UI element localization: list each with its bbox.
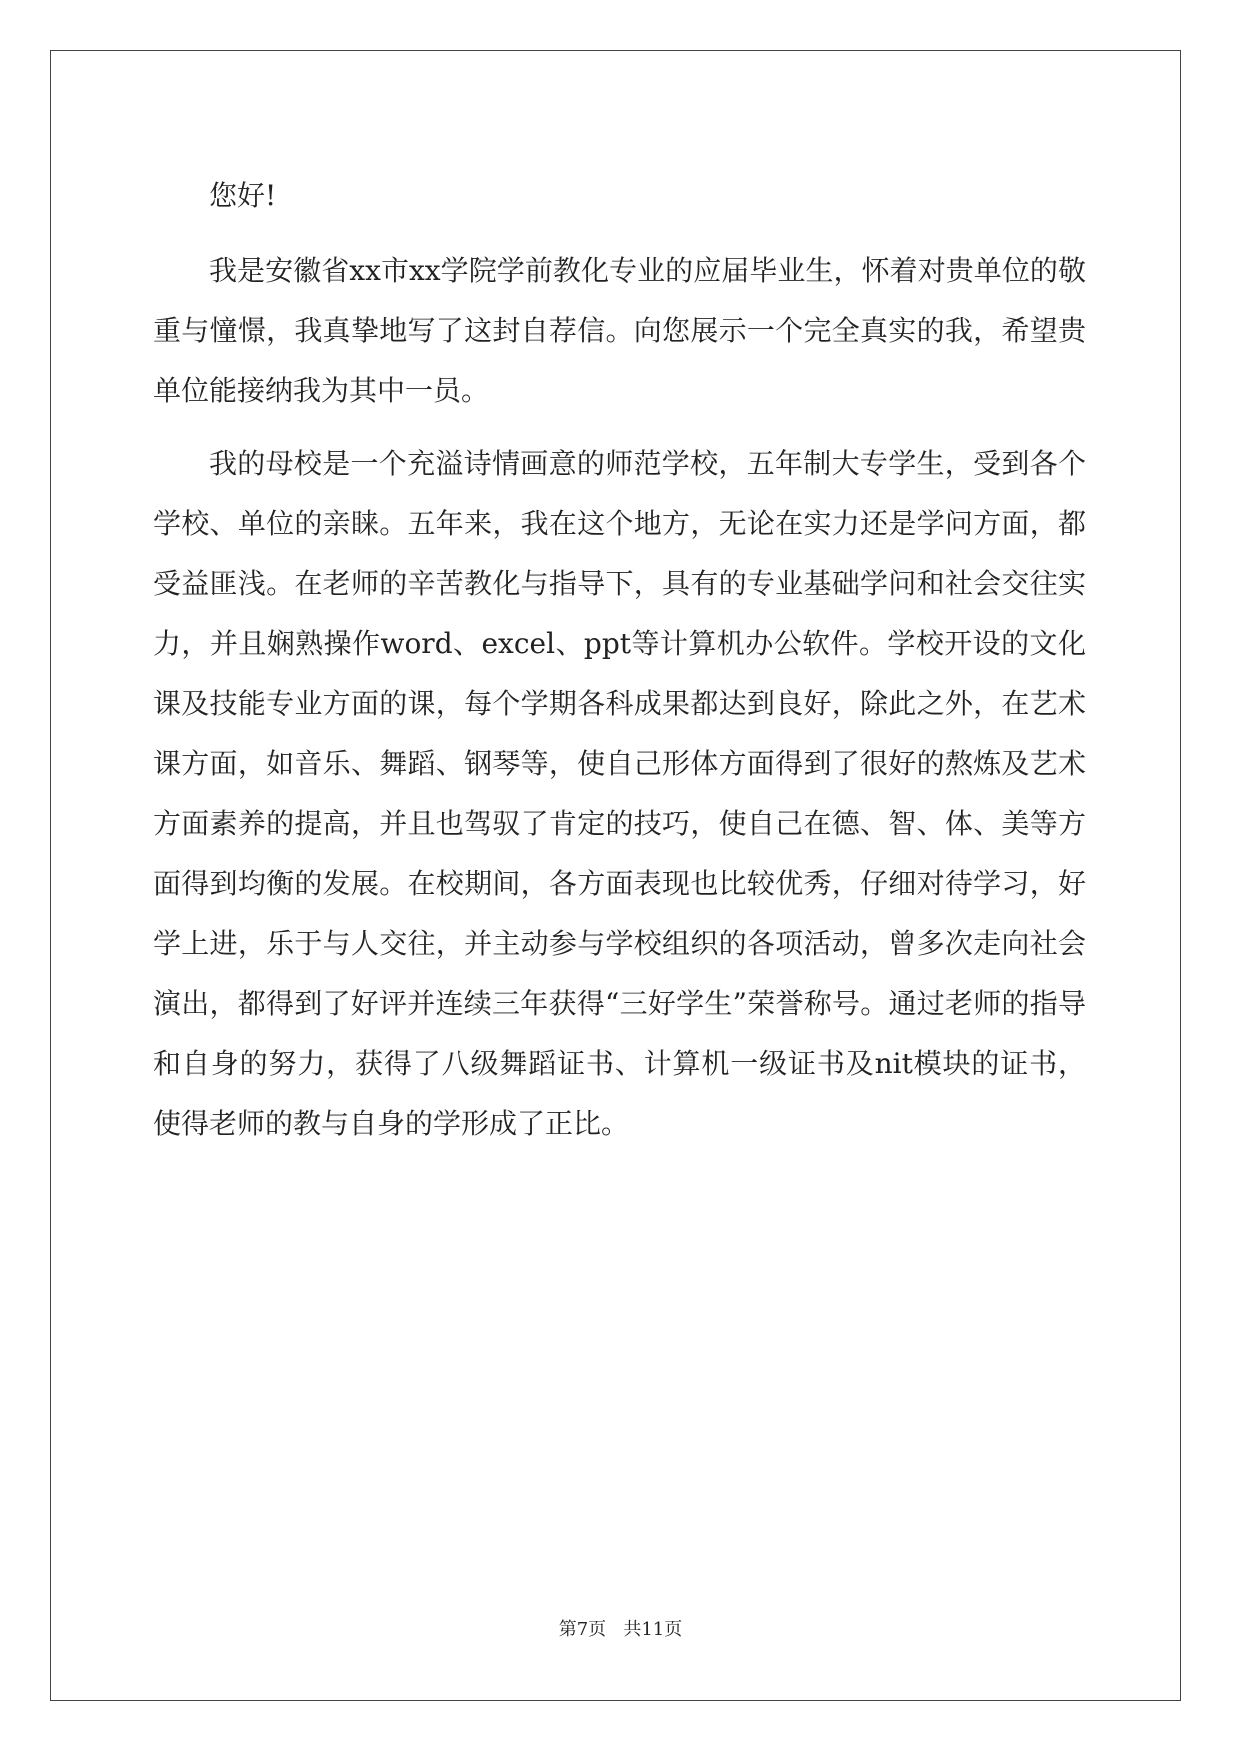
letter-body bbox=[153, 166, 1086, 1154]
salutation: 您好! bbox=[209, 179, 277, 212]
paragraph-school-experience: 我的母校是一个充溢诗情画意的师范学校，五年制大专学生，受到各个学校、单位的亲睐。五年来，我在这个地方，无论在实力还是学问方面，都受益匪浅。在老师的辛苦教化与指导下，具有的专业基础学问和社会交往实力，并且娴熟操作word、excel、ppt等计算机办公软件。学校开设的文化课及技能专业方面的课，每个学期各科成果都达到良好，除此之外，在艺术课方面，如音乐、舞蹈、钢琴等，使自己形体方面得到了很好的熬炼及艺术方面素养的提高，并且也驾驭了肯定的技巧，使自己在德、智、体、美等方面得到均衡的发展。在校期间，各方面表现也比较优秀，仔细对待学习，好学上进，乐于与人交往，并主动参与学校组织的各项活动，曾多次走向社会演出，都得到了好评并连续三年获得“三好学生”荣誉称号。通过老师的指导和自身的努力，获得了八级舞蹈证书、计算机一级证书及nit模块的证书，使得老师的教与自身的学形成了正比。 bbox=[153, 447, 1086, 1140]
page-footer bbox=[0, 1615, 1241, 1641]
page-number: 第7页 bbox=[558, 1619, 607, 1640]
paragraph-introduction: 我是安徽省xx市xx学院学前教化专业的应届毕业生，怀着对贵单位的敬重与憧憬，我真挚地写了这封自荐信。向您展示一个完全真实的我，希望贵单位能接纳我为其中一员。 bbox=[153, 254, 1086, 407]
page-total: 共11页 bbox=[623, 1619, 683, 1640]
